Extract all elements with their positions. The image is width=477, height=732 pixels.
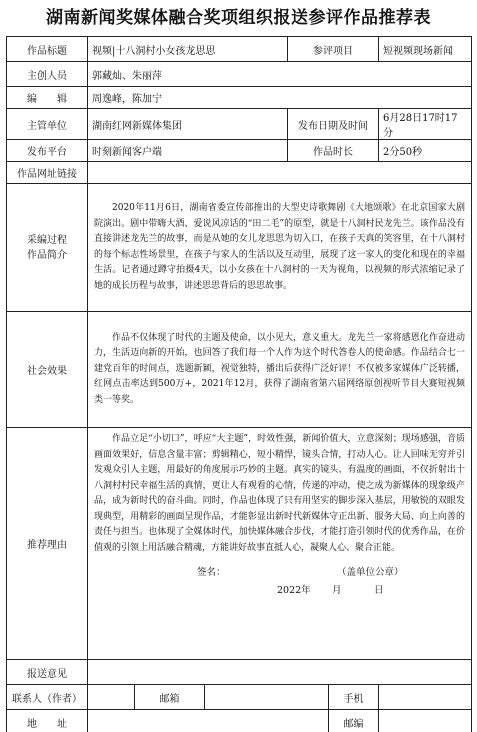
- contact-value: [88, 685, 135, 710]
- row-opinion: [7, 660, 472, 685]
- date-month: 月: [332, 585, 342, 596]
- publish-time-value: 6月28日17时17分: [379, 109, 472, 140]
- editors-label: 编 辑: [7, 87, 88, 109]
- reason-cell: [88, 428, 472, 660]
- row-platform: [7, 140, 472, 162]
- organizer-value: 湖南红网新媒体集团: [88, 109, 288, 140]
- address-label: 地 址: [7, 710, 88, 732]
- email-value: [205, 685, 329, 710]
- date-line: [92, 582, 467, 596]
- process-cell: [88, 184, 472, 312]
- effect-text: 作品不仅体现了时代的主题及使命，以小见大，意义重大。龙先兰一家将感恩化作奋进动力，生活迈向新的开始，也回答了我们每一个人作为这个时代答卷人的使命感。作品结合七一建党百年的时间点，选题新颖，视觉独特，播出后获得广泛好评！不仅被多家媒体广泛转播，红网点击率达到500万+，2021年12月，获得了湖南省第六届网络原创视听节目大赛短视频类一等奖。: [94, 332, 465, 405]
- email-label: 邮箱: [135, 685, 205, 710]
- effect-cell: [88, 312, 472, 428]
- editors-value: 周逸峰，陈加宁: [88, 87, 472, 109]
- url-label: 作品网址链接: [7, 162, 88, 184]
- reason-text: 作品立足“小切口”，呼应“大主题”，时效性强，新闻价值大，立意深刻；现场感强，音质画面效果好，信息含量丰富；剪辑精心，短小精悍，镜头合情，打动人心。让人回味无穷并引发观众引人主题，用最好的角度展示巧妙的主题。真实的镜头、有温度的画面，不仅折射出十八洞村村民幸福生活的真情，更让人有观看的心情，传递的冲动，使之成为新媒体的现象级产品，成为新时代的奋斗曲。同时，作品也体现了只有用坚实的脚步深入基层，用敏锐的双眼发现典型，用精彩的画面呈现作品，才能彰显出新时代新媒体守正出新、服务大局、向上向善的责任与担当。也体现了全媒体时代，加快媒体融合步伐，才能打造引领时代的优秀作品，在价值观的引领上用活融合精魂，方能讲好故事直抵人心，凝聚人心、聚合正能。: [94, 434, 465, 553]
- url-value: [88, 162, 472, 184]
- phone-label: 手机: [329, 685, 379, 710]
- opinion-label: 报送意见: [7, 660, 88, 685]
- row-effect: [7, 312, 472, 428]
- process-label: 采编过程 作品简介: [7, 184, 88, 312]
- platform-value: 时刻新闻客户端: [88, 140, 288, 162]
- row-reason: [7, 428, 472, 660]
- work-title-label: 作品标题: [7, 37, 88, 62]
- row-editors: [7, 87, 472, 109]
- signature-line: [92, 564, 467, 578]
- form-title: 湖南新闻奖媒体融合奖项组织报送参评作品推荐表: [46, 8, 431, 28]
- row-work-title: [7, 37, 472, 62]
- date-day: 日: [374, 585, 384, 596]
- effect-label: 社会效果: [7, 312, 88, 428]
- creators-label: 主创人员: [7, 62, 88, 87]
- signature-label: 签名：: [197, 567, 226, 578]
- category-label: 参评项目: [288, 37, 379, 62]
- row-organizer: [7, 109, 472, 140]
- row-address: [7, 710, 472, 732]
- duration-value: 2分50秒: [379, 140, 472, 162]
- phone-value: [379, 685, 472, 710]
- address-value: [88, 710, 329, 732]
- recommendation-form: [6, 36, 472, 732]
- publish-time-label: 发布日期及时间: [288, 109, 379, 140]
- category-value: 短视频现场新闻: [379, 37, 472, 62]
- opinion-value: [88, 660, 472, 685]
- organizer-label: 主管单位: [7, 109, 88, 140]
- work-title-value: 视频|十八洞村小女孩龙思思: [88, 37, 288, 62]
- row-creators: [7, 62, 472, 87]
- reason-label: 推荐理由: [7, 428, 88, 660]
- contact-label: 联系人（作者）: [7, 685, 88, 710]
- process-text: 2020年11月6日，湖南省委宣传部推出的大型史诗歌舞剧《大地颂歌》在北京国家大剧院演出。剧中带嗨大酒、爱说风凉话的“田二毛”的原型，就是十八洞村民龙先兰。该作品没有直接讲述龙先兰的故事，而是从她的女儿龙思思为切入口，在孩子天真的笑容里，在十八洞村的每个标志性场景里，在孩子与家人的生活以及互动里，展现了这一家人的变化和现在的幸福生活。记者通过蹲守拍摄4天，以小女孩在十八洞村的一天为视角，以视频的形式浓缩记录了她的成长历程与故事，讲述思思背后的思思故事。: [94, 203, 465, 291]
- postcode-label: 邮编: [329, 710, 379, 732]
- platform-label: 发布平台: [7, 140, 88, 162]
- seal-label: （盖单位公章）: [337, 567, 404, 578]
- row-process: [7, 184, 472, 312]
- row-contact: [7, 685, 472, 710]
- row-url: [7, 162, 472, 184]
- date-year: 2022年: [277, 585, 311, 596]
- creators-value: 郭藏灿、朱丽萍: [88, 62, 472, 87]
- postcode-value: [379, 710, 472, 732]
- duration-label: 作品时长: [288, 140, 379, 162]
